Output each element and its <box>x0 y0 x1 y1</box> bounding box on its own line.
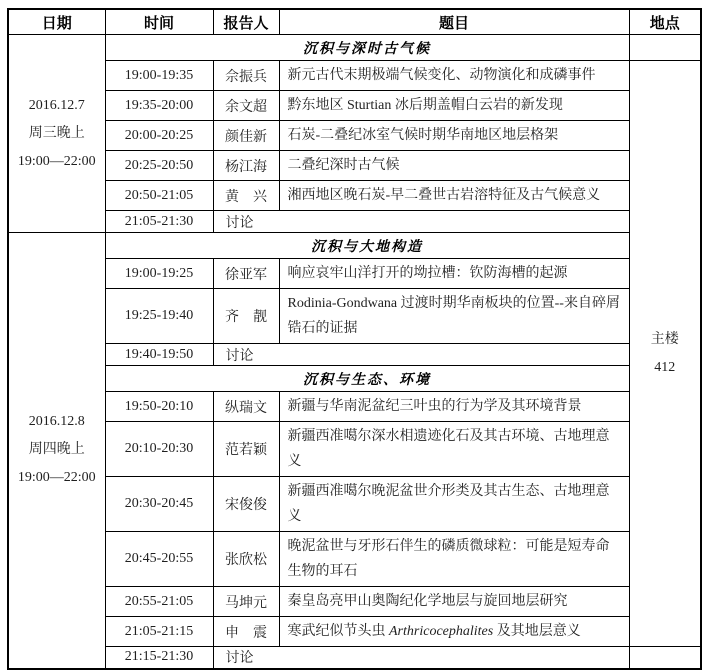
time-cell: 20:30-20:45 <box>105 477 213 532</box>
time-cell: 20:25-20:50 <box>105 151 213 181</box>
time-cell: 20:00-20:25 <box>105 121 213 151</box>
session-title-2: 沉积与大地构造 <box>105 233 629 259</box>
speaker-cell: 纵瑞文 <box>213 392 279 422</box>
talk-row <box>8 392 701 422</box>
time-cell: 21:05-21:15 <box>105 617 213 647</box>
date-line: 2016.12.7 <box>28 97 85 113</box>
talk-row <box>8 151 701 181</box>
time-cell: 20:55-21:05 <box>105 587 213 617</box>
title-cell: 新疆与华南泥盆纪三叶虫的行为学及其环境背景 <box>279 392 629 422</box>
time-cell: 19:00-19:25 <box>105 259 213 289</box>
time-cell: 20:50-21:05 <box>105 181 213 211</box>
location-room: 412 <box>654 359 676 375</box>
talk-row <box>8 259 701 289</box>
time-cell: 19:40-19:50 <box>105 344 213 366</box>
speaker-cell: 申 震 <box>213 617 279 647</box>
location-building: 主楼 <box>650 331 679 347</box>
title-cell: 晚泥盆世与牙形石伴生的磷质微球粒：可能是短寿命生物的耳石 <box>279 532 629 587</box>
speaker-cell: 宋俊俊 <box>213 477 279 532</box>
time-cell: 19:50-20:10 <box>105 392 213 422</box>
session-header-row <box>8 366 701 392</box>
header-title: 题目 <box>279 9 629 35</box>
title-text-pre: 寒武纪似节头虫 <box>287 624 389 639</box>
speaker-cell: 黄 兴 <box>213 181 279 211</box>
talk-row <box>8 61 701 91</box>
location-empty-cell <box>629 647 701 669</box>
header-row <box>8 9 701 35</box>
header-time: 时间 <box>105 9 213 35</box>
title-cell <box>279 617 629 647</box>
location-cell <box>629 61 701 647</box>
time-cell: 19:35-20:00 <box>105 91 213 121</box>
session-title-3: 沉积与生态、环境 <box>105 366 629 392</box>
talk-row <box>8 617 701 647</box>
date-cell-day2 <box>8 233 105 669</box>
talk-row <box>8 91 701 121</box>
session-header-row <box>8 233 701 259</box>
time-cell: 20:10-20:30 <box>105 422 213 477</box>
talk-row <box>8 422 701 477</box>
session-title-1: 沉积与深时古气候 <box>105 35 629 61</box>
speaker-cell: 徐亚军 <box>213 259 279 289</box>
speaker-cell: 范若颖 <box>213 422 279 477</box>
speaker-cell: 佘振兵 <box>213 61 279 91</box>
title-cell: 新疆西准噶尔晚泥盆世介形类及其古生态、古地理意义 <box>279 477 629 532</box>
talk-row <box>8 121 701 151</box>
location-spacer-cell <box>629 35 701 61</box>
date-cell-day1 <box>8 35 105 233</box>
time-cell: 19:25-19:40 <box>105 289 213 344</box>
title-cell: 秦皇岛亮甲山奥陶纪化学地层与旋回地层研究 <box>279 587 629 617</box>
schedule-table <box>7 8 702 670</box>
header-speaker: 报告人 <box>213 9 279 35</box>
title-cell: Rodinia-Gondwana 过渡时期华南板块的位置--来自碎屑锆石的证据 <box>279 289 629 344</box>
talk-row <box>8 289 701 344</box>
talk-row <box>8 532 701 587</box>
weekday-line: 周四晚上 <box>28 442 85 458</box>
discussion-cell: 讨论 <box>213 344 629 366</box>
hours-line: 19:00—22:00 <box>17 153 96 169</box>
title-cell: 新元古代末期极端气候变化、动物演化和成磷事件 <box>279 61 629 91</box>
speaker-cell: 齐 靓 <box>213 289 279 344</box>
time-cell: 21:05-21:30 <box>105 211 213 233</box>
speaker-cell: 张欣松 <box>213 532 279 587</box>
speaker-cell: 余文超 <box>213 91 279 121</box>
title-cell: 响应哀牢山洋打开的坳拉槽：钦防海槽的起源 <box>279 259 629 289</box>
title-cell: 湘西地区晚石炭-早二叠世古岩溶特征及古气候意义 <box>279 181 629 211</box>
time-cell: 21:15-21:30 <box>105 647 213 669</box>
title-cell: 二叠纪深时古气候 <box>279 151 629 181</box>
time-cell: 20:45-20:55 <box>105 532 213 587</box>
discussion-row <box>8 344 701 366</box>
discussion-cell: 讨论 <box>213 647 629 669</box>
speaker-cell: 杨江海 <box>213 151 279 181</box>
time-cell: 19:00-19:35 <box>105 61 213 91</box>
header-date: 日期 <box>8 9 105 35</box>
title-cell: 新疆西准噶尔深水相遗迹化石及其古环境、古地理意义 <box>279 422 629 477</box>
talk-row <box>8 181 701 211</box>
discussion-cell: 讨论 <box>213 211 629 233</box>
species-name-italic: Arthricocephalites <box>389 624 494 639</box>
hours-line: 19:00—22:00 <box>17 470 96 486</box>
session-header-row <box>8 35 701 61</box>
talk-row <box>8 477 701 532</box>
title-text-post: 及其地层意义 <box>493 624 581 639</box>
speaker-cell: 颜佳新 <box>213 121 279 151</box>
speaker-cell: 马坤元 <box>213 587 279 617</box>
title-cell: 石炭-二叠纪冰室气候时期华南地区地层格架 <box>279 121 629 151</box>
header-location: 地点 <box>629 9 701 35</box>
title-cell: 黔东地区 Sturtian 冰后期盖帽白云岩的新发现 <box>279 91 629 121</box>
weekday-line: 周三晚上 <box>28 125 85 141</box>
date-line: 2016.12.8 <box>28 414 85 430</box>
discussion-row <box>8 647 701 669</box>
talk-row <box>8 587 701 617</box>
discussion-row <box>8 211 701 233</box>
